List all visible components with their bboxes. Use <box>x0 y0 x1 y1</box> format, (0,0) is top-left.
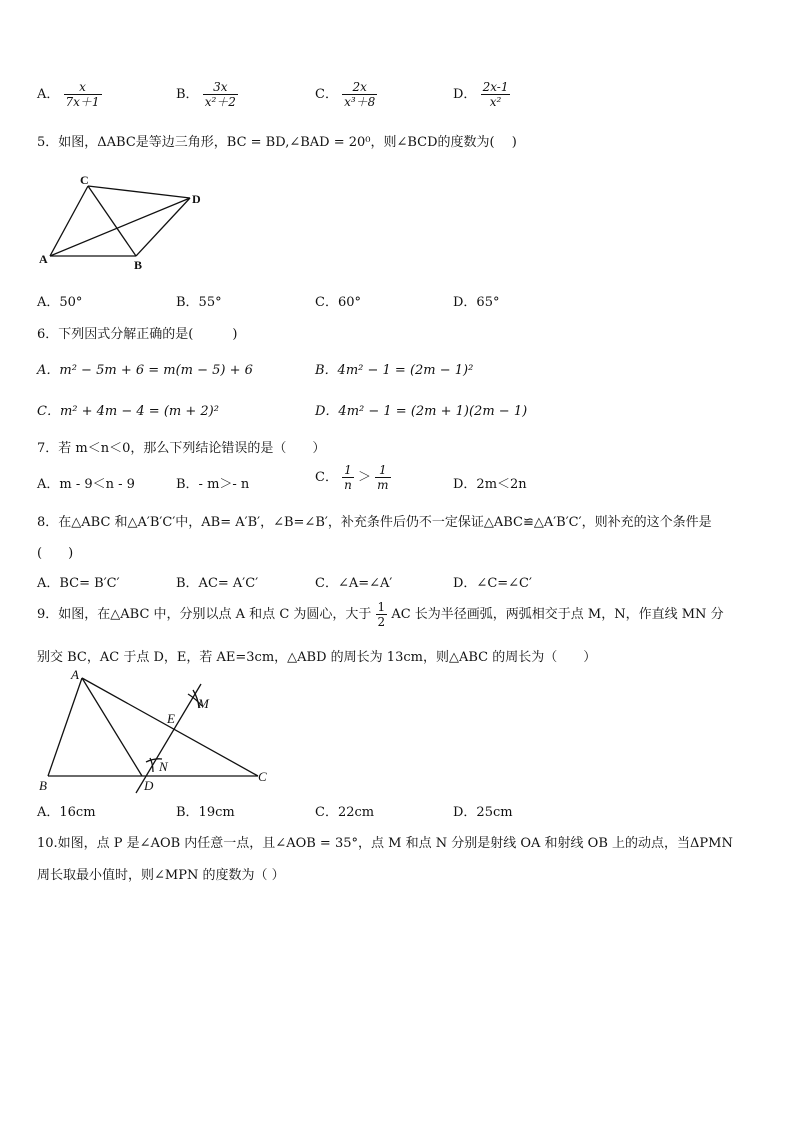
q9-stem-part2: AC 长为半径画弧，两弧相交于点 M，N，作直线 MN 分 <box>391 607 724 622</box>
q7-stem: 7．若 m＜n＜0，那么下列结论错误的是（ ） <box>37 441 326 456</box>
q8-option-d: D．∠C=∠C′ <box>453 576 532 591</box>
q5-line-cb <box>88 186 136 256</box>
q7-option-c-right-fraction <box>375 463 390 492</box>
q7-option-c-label: C． <box>315 470 338 485</box>
q9-label-b: B <box>39 778 47 793</box>
q5-stem: 5．如图，ΔABC是等边三角形，BC = BD,∠BAD = 20⁰，则∠BCD的度数为( ) <box>37 135 517 150</box>
q6-stem: 6．下列因式分解正确的是( ) <box>37 327 238 342</box>
q4-option-d-den: x² <box>489 95 502 109</box>
q9-figure <box>36 666 286 796</box>
q5-label-d: D <box>192 192 201 206</box>
q4-option-b-fraction <box>203 80 238 109</box>
q5-line-bd <box>136 198 190 256</box>
q9-line-ad <box>82 678 142 776</box>
q7-option-c-left-fraction <box>342 463 354 492</box>
q5-figure <box>38 172 208 272</box>
q9-stem <box>37 600 724 629</box>
q7-option-c-operator: ＞ <box>357 470 371 485</box>
q9-label-n: N <box>159 759 168 774</box>
q4-option-c-den: x³＋8 <box>344 95 376 109</box>
q4-option-a-fraction <box>64 80 102 109</box>
q5-option-b: B．55° <box>176 295 222 310</box>
q4-option-d-num: 2x-1 <box>482 80 509 94</box>
q4-option-b-label: B． <box>176 87 199 102</box>
q4-option-d-label: D． <box>453 87 477 102</box>
q9-label-m: M <box>198 696 209 711</box>
q9-option-c: C．22cm <box>315 805 375 820</box>
q4-option-c <box>315 80 377 109</box>
q9-line-ac <box>82 678 258 776</box>
q5-label-a: A <box>39 252 48 266</box>
q4-option-d-fraction <box>481 80 511 109</box>
q8-stem-line2: ( ) <box>37 546 74 561</box>
q6-option-a: A．m² − 5m + 6 = m(m − 5) + 6 <box>37 363 253 378</box>
q7-option-c-right-den: m <box>377 478 389 492</box>
q7-option-d: D．2m＜2n <box>453 477 527 492</box>
q9-label-c: C <box>258 769 267 784</box>
q7-option-c-left-den: n <box>344 478 352 492</box>
q7-option-c-left-num: 1 <box>342 463 354 478</box>
q4-option-a <box>37 80 102 109</box>
q4-option-a-label: A． <box>37 87 60 102</box>
q4-option-a-den: 7x＋1 <box>65 95 100 109</box>
q9-stem-frac-den: 2 <box>377 615 386 629</box>
q9-label-e: E <box>167 711 175 726</box>
q7-option-c <box>315 463 391 492</box>
q4-option-d <box>453 80 510 109</box>
q7-option-b: B．- m＞- n <box>176 477 250 492</box>
q8-stem: 8．在△ABC 和△A′B′C′中，AB= A′B′，∠B=∠B′，补充条件后仍不一定保证△ABC≌△A′B′C′，则补充的这个条件是 <box>37 515 712 530</box>
q4-option-c-label: C． <box>315 87 338 102</box>
q6-option-d: D．4m² − 1 = (2m + 1)(2m − 1) <box>315 404 528 419</box>
q7-option-c-right-num: 1 <box>375 463 390 478</box>
q10-stem-line2: 周长取最小值时，则∠MPN 的度数为（ ） <box>37 868 285 883</box>
q5-line-ad <box>50 198 190 256</box>
q9-stem-part1: 9．如图，在△ABC 中，分别以点 A 和点 C 为圆心，大于 <box>37 607 372 622</box>
q5-option-a: A．50° <box>37 295 83 310</box>
q4-option-c-num: 2x <box>342 80 377 95</box>
q9-option-d: D．25cm <box>453 805 513 820</box>
q9-stem-fraction <box>376 600 388 629</box>
q9-line-ab <box>48 678 82 776</box>
q9-stem-frac-num: 1 <box>377 600 386 614</box>
q9-stem-line2: 别交 BC，AC 于点 D，E，若 AE=3cm，△ABD 的周长为 13cm，则△ABC 的周长为（ ） <box>37 650 597 665</box>
q5-line-cd <box>88 186 190 198</box>
q9-label-a: A <box>71 667 79 682</box>
q9-label-d: D <box>144 778 154 793</box>
q4-option-b-num: 3x <box>203 80 238 95</box>
q5-label-c: C <box>80 173 89 187</box>
q8-option-c: C．∠A=∠A′ <box>315 576 393 591</box>
q8-option-b: B．AC= A′C′ <box>176 576 259 591</box>
q4-option-a-num: x <box>64 80 102 95</box>
q5-option-d: D．65° <box>453 295 500 310</box>
q4-option-b <box>176 80 238 109</box>
q6-option-b: B．4m² − 1 = (2m − 1)² <box>315 363 474 378</box>
q6-option-c: C．m² + 4m − 4 = (m + 2)² <box>37 404 219 419</box>
q9-option-b: B．19cm <box>176 805 235 820</box>
q5-label-b: B <box>134 258 143 272</box>
q5-line-ac <box>50 186 88 256</box>
q4-option-b-den: x²＋2 <box>204 95 236 109</box>
q9-option-a: A．16cm <box>37 805 96 820</box>
q8-option-a: A．BC= B′C′ <box>37 576 120 591</box>
q5-option-c: C．60° <box>315 295 361 310</box>
q7-option-a: A．m - 9＜n - 9 <box>37 477 135 492</box>
q4-option-c-fraction <box>342 80 377 109</box>
q10-stem: 10.如图，点 P 是∠AOB 内任意一点，且∠AOB = 35°，点 M 和点 N 分别是射线 OA 和射线 OB 上的动点，当ΔPMN <box>37 836 733 851</box>
